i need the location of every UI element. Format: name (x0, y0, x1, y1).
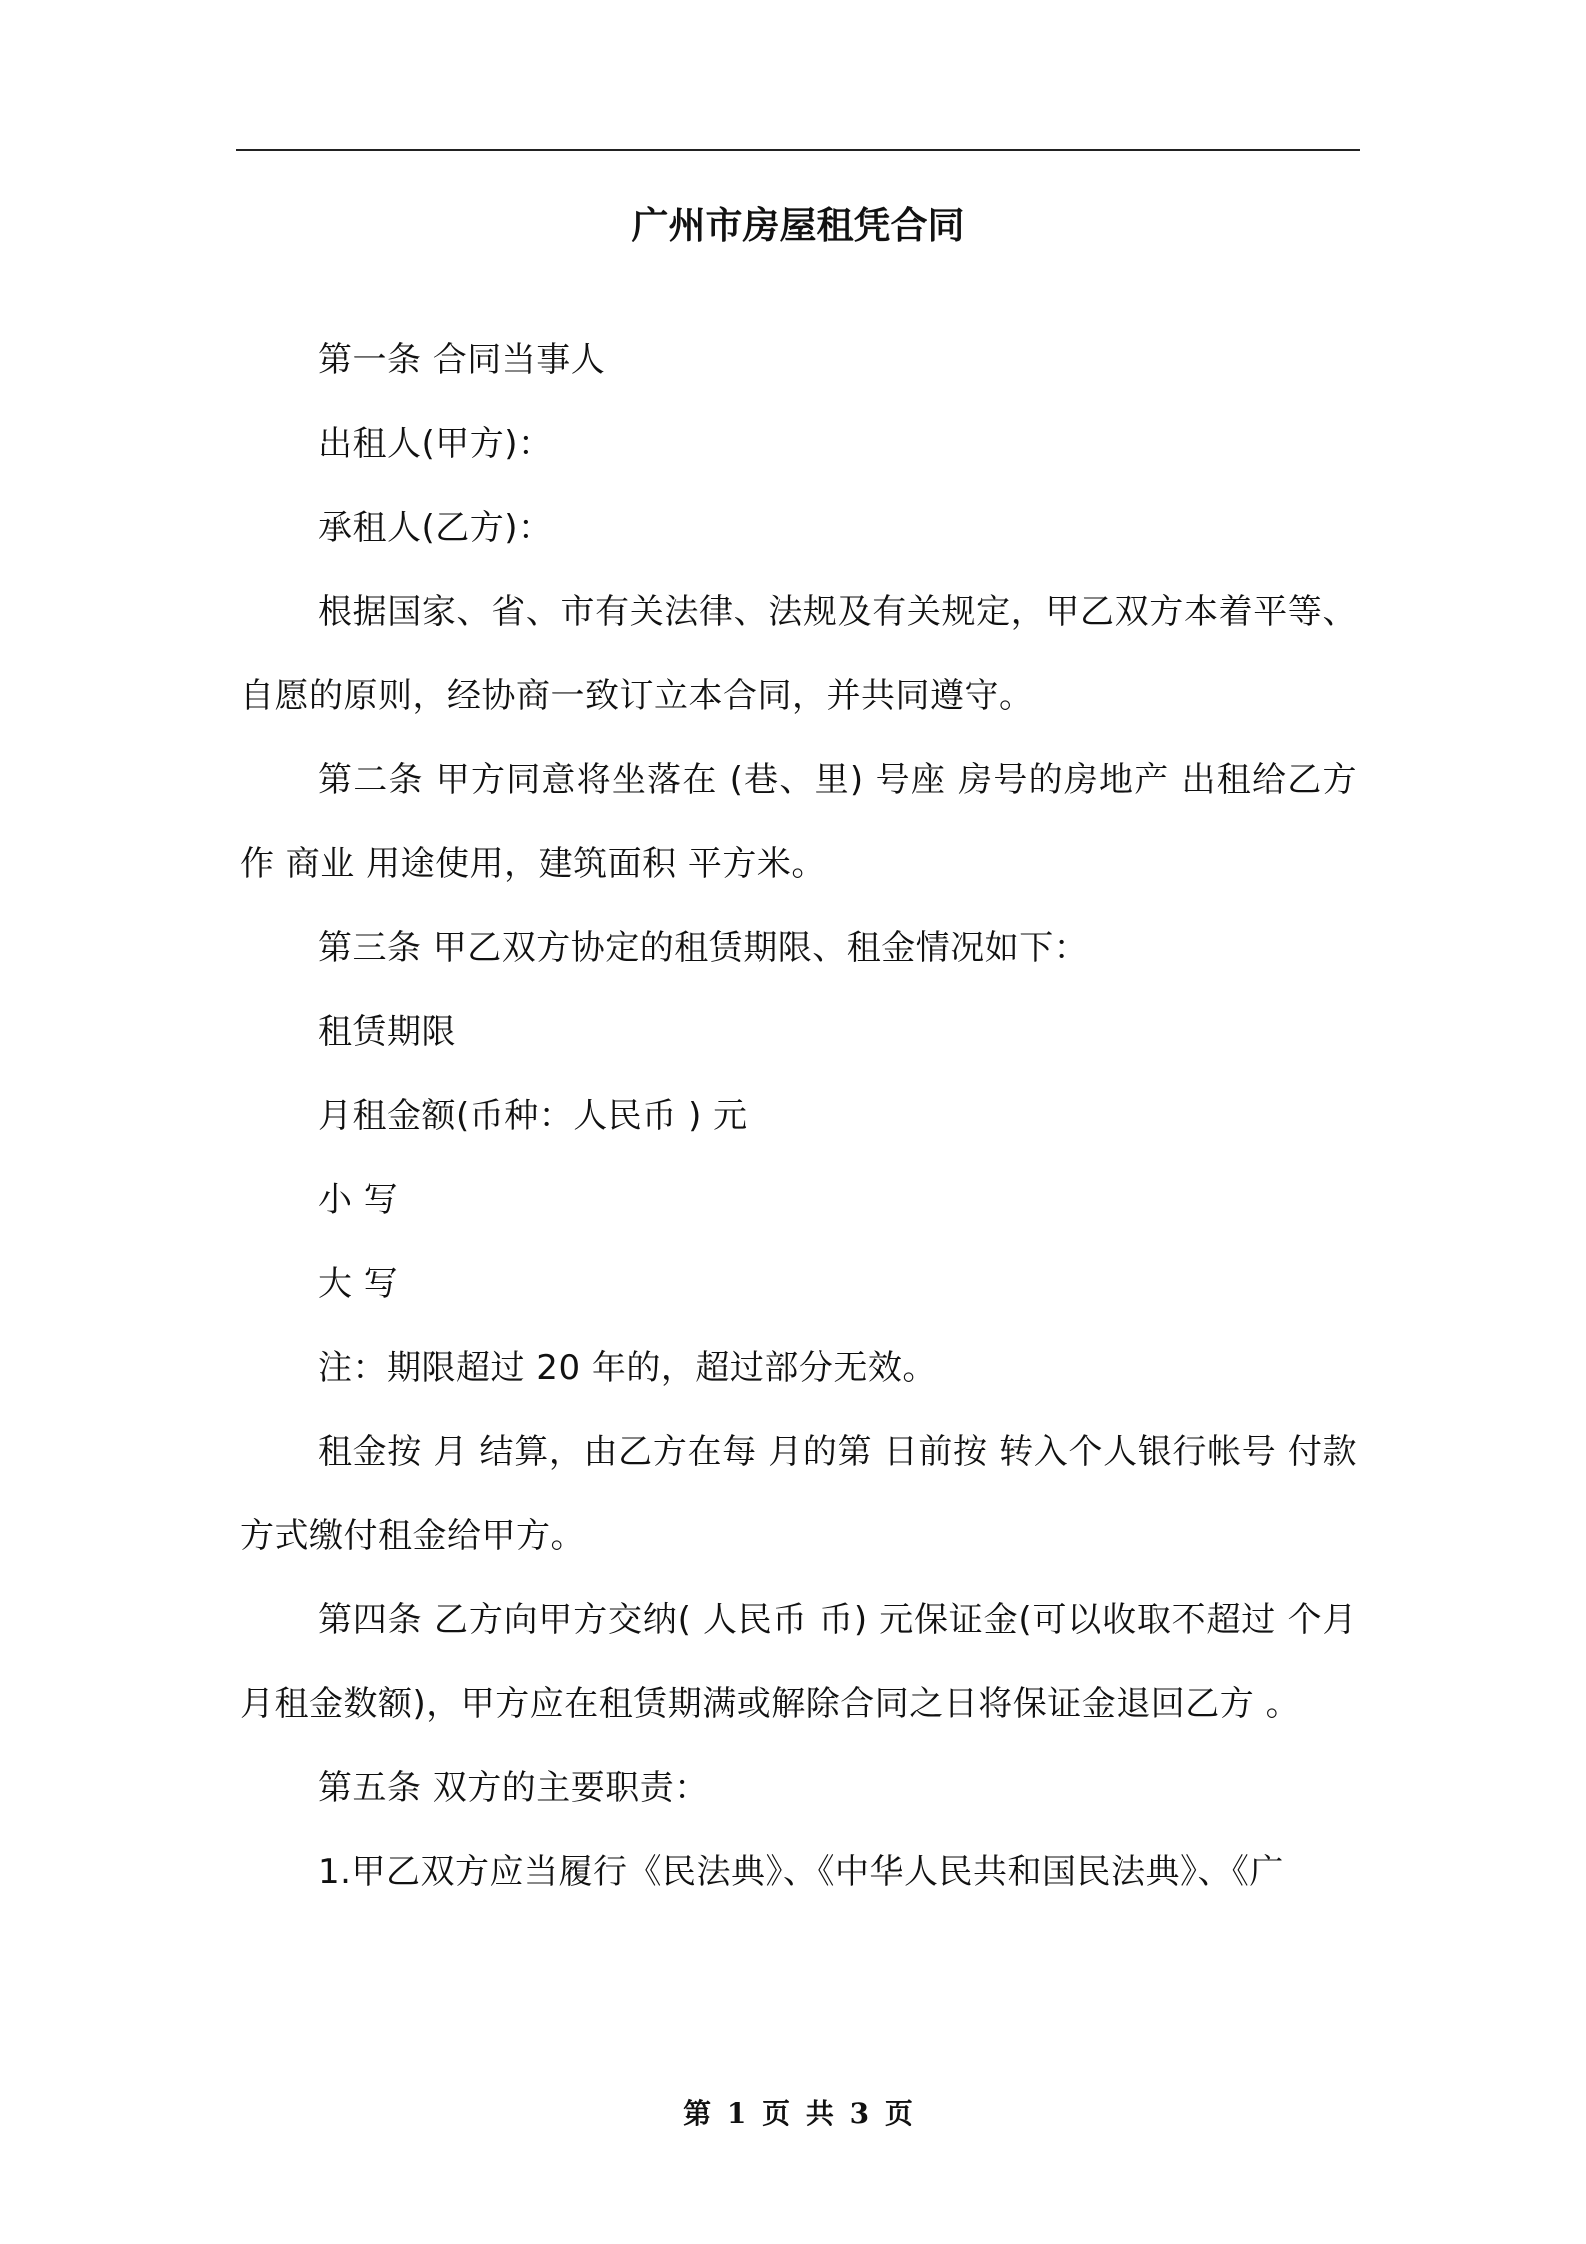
clause-5-item-1: 1.甲乙双方应当履行《民法典》、《中华人民共和国民法典》、《广 (318, 1852, 1284, 1892)
term-note-line: 注：期限超过 20 年的，超过部分无效。 (318, 1348, 937, 1388)
monthly-rent-line: 月租金额(币种：人民币 ) 元 (318, 1096, 748, 1136)
clause-3-heading: 第三条 甲乙双方协定的租赁期限、租金情况如下： (318, 928, 1089, 968)
lessee-line: 承租人(乙方)： (318, 508, 553, 548)
amount-lowercase-line: 小 写 (318, 1180, 399, 1220)
lease-term-line: 租赁期限 (318, 1012, 456, 1052)
header-rule (236, 149, 1360, 151)
amount-uppercase-line: 大 写 (318, 1264, 399, 1304)
clause-2-paragraph: 第二条 甲方同意将坐落在 (巷、里) 号座 房号的房地产 出租给乙方作 商业 用途使用，建筑面积 平方米。 (240, 760, 1357, 884)
clause-5-heading: 第五条 双方的主要职责： (318, 1768, 709, 1808)
document-body (240, 318, 1357, 1914)
clause-4-paragraph: 第四条 乙方向甲方交纳( 人民币 币) 元保证金(可以收取不超过 个月月租金数额)，甲方应在租赁期满或解除合同之日将保证金退回乙方 。 (240, 1600, 1357, 1724)
document-title: 广州市房屋租凭合同 (631, 204, 965, 247)
clause-1-heading: 第一条 合同当事人 (318, 340, 606, 380)
lessor-line: 出租人(甲方)： (318, 424, 553, 464)
rent-payment-paragraph: 租金按 月 结算，由乙方在每 月的第 日前按 转入个人银行帐号 付款方式缴付租金给甲方。 (240, 1432, 1357, 1556)
preamble-paragraph: 根据国家、省、市有关法律、法规及有关规定，甲乙双方本着平等、自愿的原则，经协商一致订立本合同，并共同遵守。 (240, 592, 1357, 716)
page-number: 第 1 页 共 3 页 (683, 2097, 913, 2130)
